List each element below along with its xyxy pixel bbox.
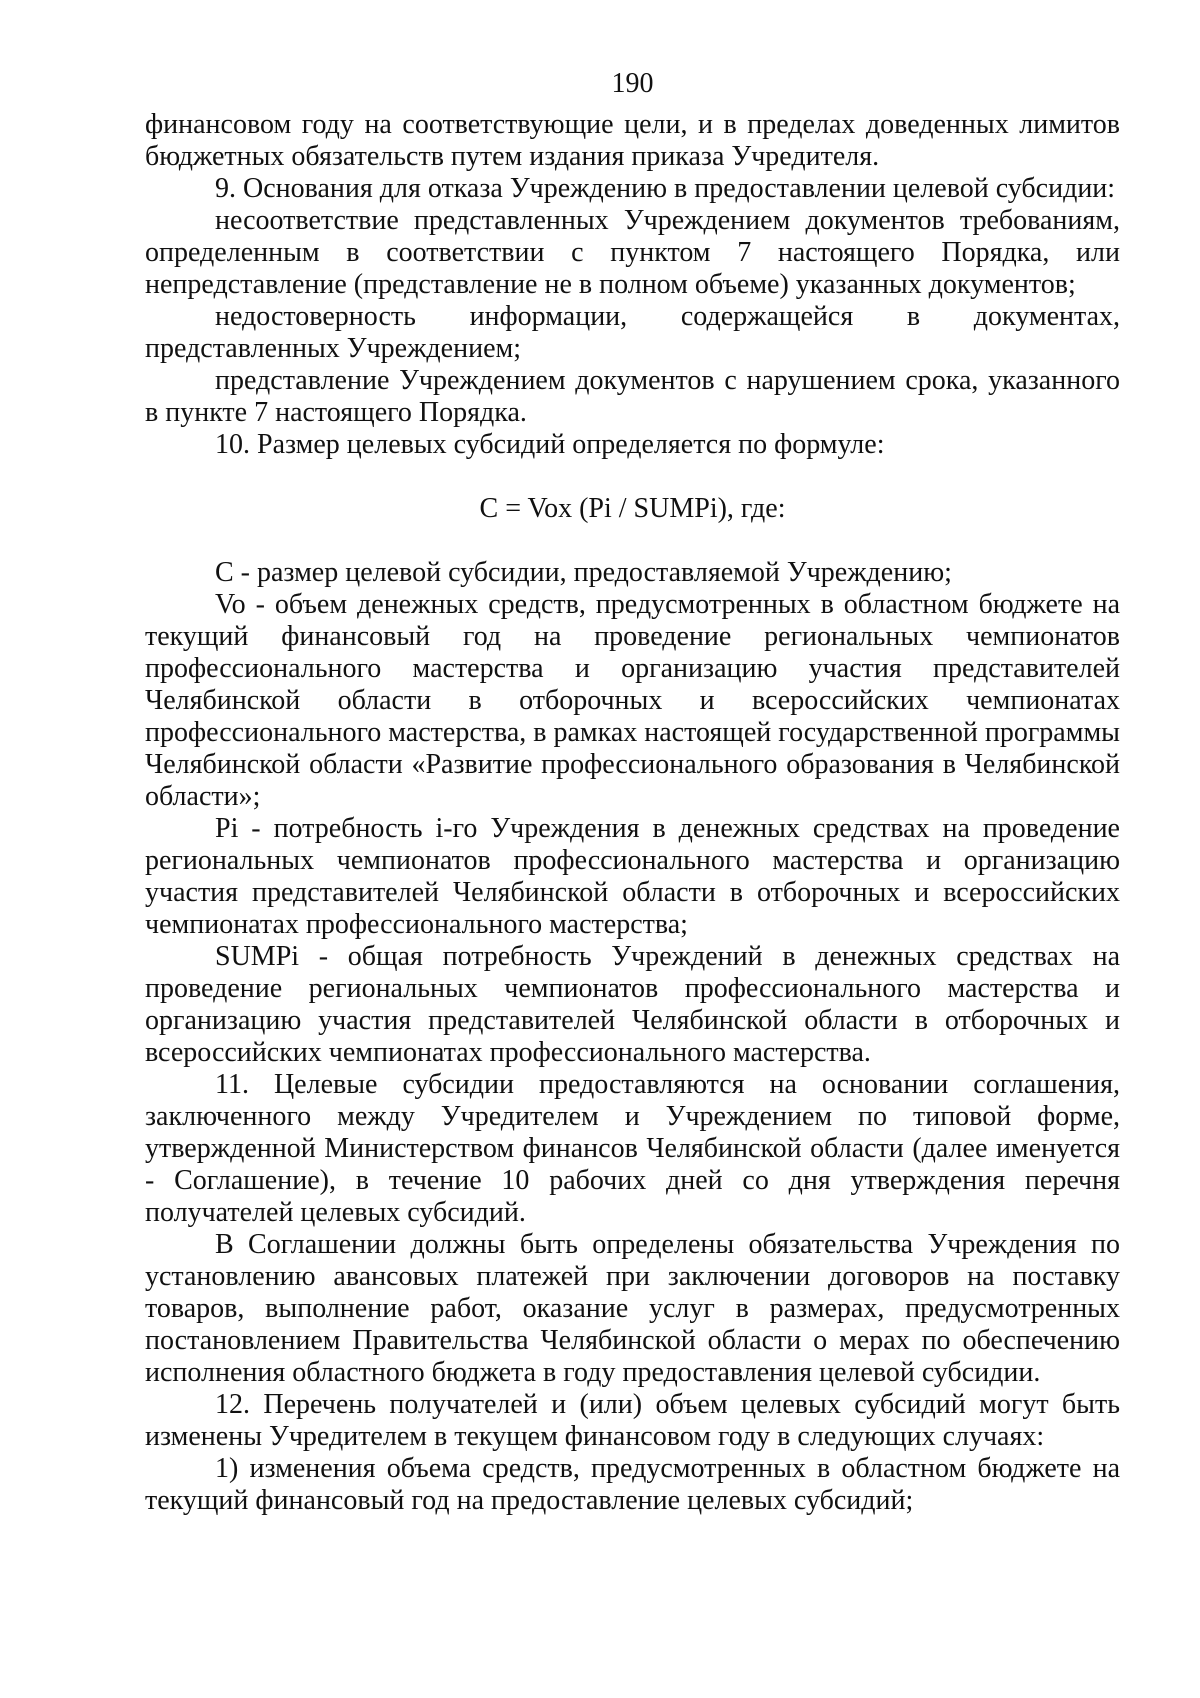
- paragraph-item-12-case-1: 1) изменения объема средств, предусмотренных в областном бюджете на текущий финансовый год на предоставление целевых субсидий;: [145, 1453, 1120, 1516]
- paragraph-definition-pi: Pi - потребность i-го Учреждения в денежных средствах на проведение региональных чемпионатов профессионального мастерства и организацию участия представителей Челябинской области в отборочных и всероссийских чемпионатах профессионального мастерства;: [145, 813, 1120, 940]
- subsidy-formula: C = Vox (Pi / SUMPi), где:: [479, 493, 786, 524]
- paragraph-definition-sumpi: SUMPi - общая потребность Учреждений в денежных средствах на проведение региональных чемпионатов профессионального мастерства и организацию участия представителей Челябинской области в отборочных и всероссийских чемпионатах профессионального мастерства.: [145, 941, 1120, 1068]
- page-number: 190: [611, 68, 654, 99]
- paragraph-refusal-reason-3: представление Учреждением документов с нарушением срока, указанного в пункте 7 настоящего Порядка.: [145, 365, 1120, 428]
- paragraph-refusal-reason-2: недостоверность информации, содержащейся в документах, представленных Учреждением;: [145, 301, 1120, 364]
- document-page: [145, 68, 1120, 1517]
- paragraph-refusal-reason-1: несоответствие представленных Учреждением документов требованиям, определенным в соответствии с пунктом 7 настоящего Порядка, или непредставление (представление не в полном объеме) указанных документов;: [145, 205, 1120, 300]
- paragraph-definition-c: C - размер целевой субсидии, предоставляемой Учреждению;: [215, 557, 952, 588]
- paragraph-continuation: финансовом году на соответствующие цели, и в пределах доведенных лимитов бюджетных обязательств путем издания приказа Учредителя.: [145, 109, 1120, 172]
- paragraph-agreement-obligations: В Соглашении должны быть определены обязательства Учреждения по установлению авансовых платежей при заключении договоров на поставку товаров, выполнение работ, оказание услуг в размерах, предусмотренных постановлением Правительства Челябинской области о мерах по обеспечению исполнения областного бюджета в году предоставления целевой субсидии.: [145, 1229, 1120, 1388]
- paragraph-item-9: 9. Основания для отказа Учреждению в предоставлении целевой субсидии:: [215, 173, 1116, 204]
- paragraph-item-11: 11. Целевые субсидии предоставляются на основании соглашения, заключенного между Учредителем и Учреждением по типовой форме, утвержденной Министерством финансов Челябинской области (далее именуется - Соглашение), в течение 10 рабочих дней со дня утверждения перечня получателей целевых субсидий.: [145, 1069, 1120, 1228]
- paragraph-item-10: 10. Размер целевых субсидий определяется по формуле:: [215, 429, 885, 460]
- paragraph-definition-vo: Vo - объем денежных средств, предусмотренных в областном бюджете на текущий финансовый год на проведение региональных чемпионатов профессионального мастерства и организацию участия представителей Челябинской области в отборочных и всероссийских чемпионатах профессионального мастерства, в рамках настоящей государственной программы Челябинской области «Развитие профессионального образования в Челябинской области»;: [145, 589, 1120, 812]
- paragraph-item-12: 12. Перечень получателей и (или) объем целевых субсидий могут быть изменены Учредителем в текущем финансовом году в следующих случаях:: [145, 1389, 1120, 1452]
